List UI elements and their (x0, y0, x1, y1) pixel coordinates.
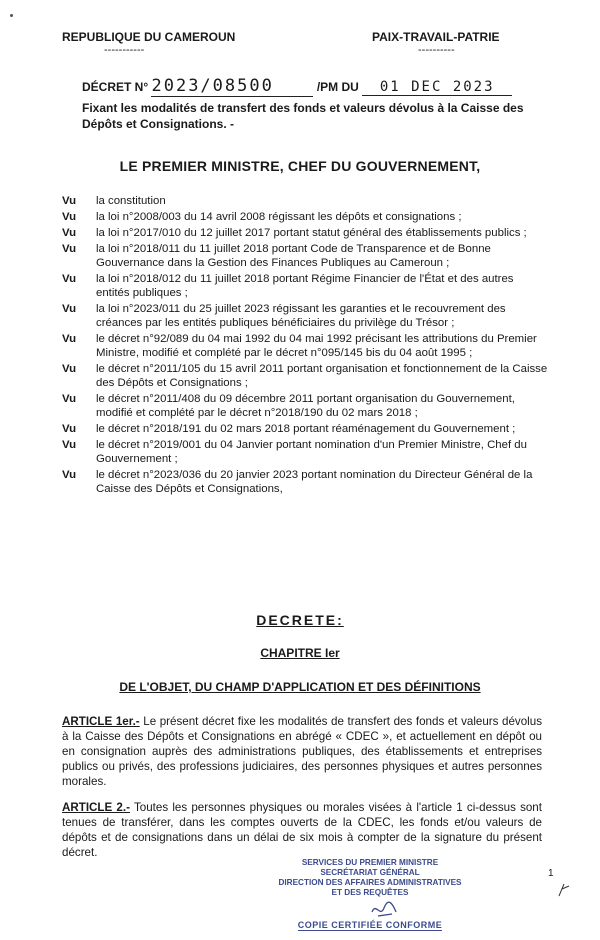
vu-label: Vu (62, 469, 77, 481)
vu-item: Vu le décret n°2011/408 du 09 décembre 2011 portant organisation du Gouvernement, modifié et complété par le décret n°2018/190 du 02 mars 2018 ; (62, 393, 515, 419)
decree-mid: /PM DU (316, 80, 359, 94)
vu-label: Vu (62, 195, 77, 207)
vu-label: Vu (62, 243, 77, 255)
initials-mark (556, 880, 572, 898)
article-1-label: ARTICLE 1er.- (62, 715, 140, 728)
signature-mark (370, 898, 400, 920)
vu-item: Vu la loi n°2018/012 du 11 juillet 2018 portant Régime Financier de l'État et des autres entités publiques ; (62, 273, 514, 299)
vu-label: Vu (62, 273, 77, 285)
vu-item: Vu le décret n°92/089 du 04 mai 1992 du 04 mai 1992 précisant les attributions du Premier Ministre, modifié et complété par le décret n°095/145 bis du 04 août 1995 ; (62, 333, 537, 359)
decree-date: 01 DEC 2023 (379, 79, 495, 95)
authority-title: LE PREMIER MINISTRE, CHEF DU GOUVERNEMENT, (119, 158, 481, 174)
vu-label: Vu (62, 211, 77, 223)
vu-item: Vu le décret n°2023/036 du 20 janvier 2023 portant nomination du Directeur Général de la Caisse des Dépôts et Consignations, (62, 469, 533, 495)
decree-subject: Fixant les modalités de transfert des fonds et valeurs dévolus à la Caisse des Dépôts et Consignations. - (82, 101, 524, 131)
vu-label: Vu (62, 423, 77, 435)
decree-number-line (82, 76, 552, 97)
vu-item: Vu le décret n°2019/001 du 04 Janvier portant nomination d'un Premier Ministre, Chef du Gouvernement ; (62, 439, 527, 465)
vu-label: Vu (62, 393, 77, 405)
vu-label: Vu (62, 363, 77, 375)
article-2 (62, 800, 542, 860)
certified-copy-stamp: COPIE CERTIFIÉE CONFORME (297, 920, 443, 930)
article-1-text: Le présent décret fixe les modalités de transfert des fonds et valeurs dévolus à la Caisse des Dépôts et Consignations en abrégé « CDEC », et actuellement en dépôt ou en consignation auprès des administrations publiques, des établissements et entreprises publics ou privés, des professions judiciaires, des personnes physiques et autres personnes morales. (62, 715, 542, 788)
official-stamp: SERVICES DU PREMIER MINISTRE SECRÉTARIAT GÉNÉRAL DIRECTION DES AFFAIRES ADMINISTRATIVES ET DES REQUÊTES (278, 858, 462, 897)
decrete-heading: DECRETE: (256, 612, 344, 628)
decree-number: 2023/08500 (151, 76, 274, 96)
header-right-dash: ---------- (418, 44, 455, 56)
chapter-title: DE L'OBJET, DU CHAMP D'APPLICATION ET DES DÉFINITIONS (119, 680, 481, 694)
vu-item: Vu le décret n°2018/191 du 02 mars 2018 portant réaménagement du Gouvernement ; (62, 423, 516, 435)
header-country: REPUBLIQUE DU CAMEROUN (62, 30, 236, 44)
vu-label: Vu (62, 439, 77, 451)
article-2-label: ARTICLE 2.- (62, 801, 130, 814)
margin-dot (10, 14, 13, 17)
vu-item: Vu le décret n°2011/105 du 15 avril 2011 portant organisation et fonctionnement de la Caisse des Dépôts et Consignations ; (62, 363, 548, 389)
decree-prefix: DÉCRET N° (82, 80, 149, 94)
article-1 (62, 714, 542, 789)
header-motto: PAIX-TRAVAIL-PATRIE (372, 30, 500, 44)
vu-item: Vu la loi n°2008/003 du 14 avril 2008 régissant les dépôts et consignations ; (62, 211, 462, 223)
vu-item: Vu la loi n°2023/011 du 25 juillet 2023 régissant les garanties et le recouvrement des créances par les entités publiques bénéficiaires du privilège du Trésor ; (62, 303, 506, 329)
page-number: 1 (548, 868, 554, 879)
vu-list (62, 194, 550, 498)
chapter-label: CHAPITRE Ier (260, 646, 340, 660)
vu-label: Vu (62, 333, 77, 345)
article-2-text: Toutes les personnes physiques ou morales visées à l'article 1 ci-dessus sont tenues de transférer, dans les comptes ouverts de la CDEC, les fonds et/ou valeurs de dépôts et de consignations dans un délai de six mois à compter de la signature du présent décret. (62, 801, 542, 859)
header-left-dash: ----------- (104, 44, 145, 56)
vu-item: Vu la loi n°2018/011 du 11 juillet 2018 portant Code de Transparence et de Bonne Gouvernance dans la Gestion des Finances Publiques au Cameroun ; (62, 243, 491, 269)
vu-item: Vu la constitution (62, 195, 166, 207)
vu-label: Vu (62, 227, 77, 239)
vu-item: Vu la loi n°2017/010 du 12 juillet 2017 portant statut général des établissements publics ; (62, 227, 527, 239)
vu-label: Vu (62, 303, 77, 315)
